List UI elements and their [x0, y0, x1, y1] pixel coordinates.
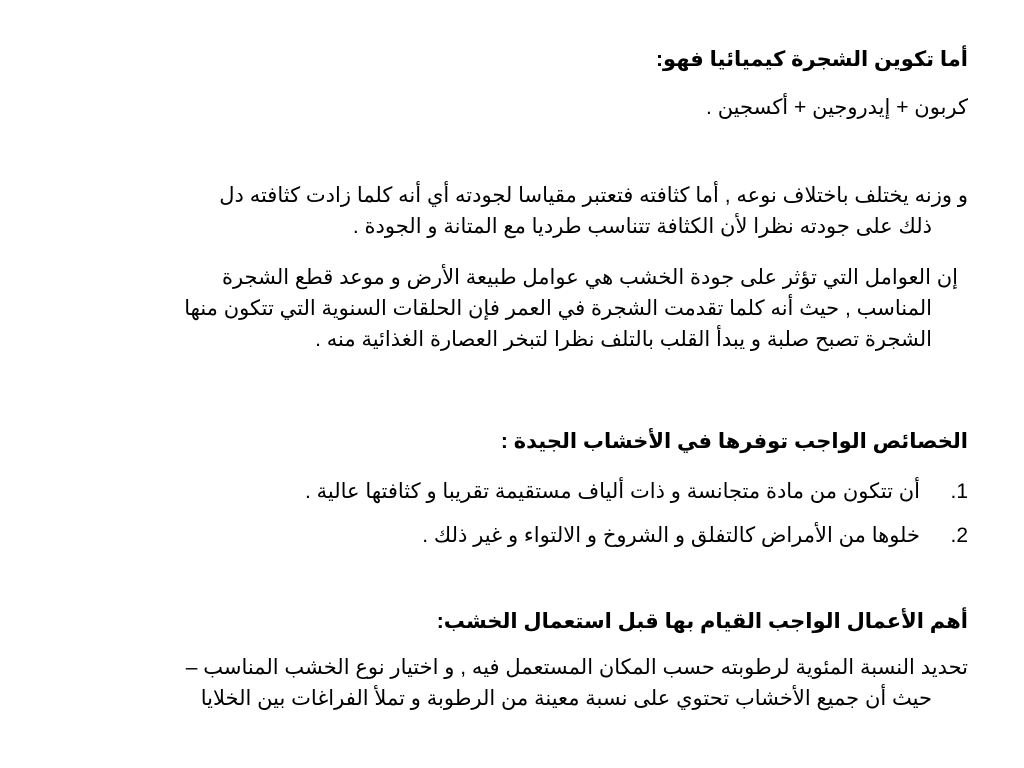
heading-works: أهم الأعمال الواجب القيام بها قبل استعمال الخشب: — [436, 610, 968, 633]
chemistry-formula: كربون + إيدروجين + أكسجين . — [706, 96, 968, 119]
list-number: 2. — [950, 524, 968, 547]
properties-list-item — [422, 520, 968, 552]
works-paragraph-line-1: تحديد النسبة المئوية لرطوبته حسب المكان المستعمل فيه , و اختيار نوع الخشب المناسب – — [185, 656, 968, 679]
properties-list-item — [305, 476, 968, 508]
heading-chemistry: أما تكوين الشجرة كيميائيا فهو: — [656, 48, 968, 71]
factors-paragraph-line-2: المناسب , حيث أنه كلما تقدمت الشجرة في العمر فإن الحلقات السنوية التي تتكون منها — [184, 297, 932, 320]
list-number: 1. — [950, 480, 968, 503]
list-item-text: خلوها من الأمراض كالتفلق و الشروخ و الالتواء و غير ذلك . — [422, 524, 920, 547]
factors-paragraph — [68, 262, 968, 355]
factors-paragraph-line-1: إن العوامل التي تؤثر على جودة الخشب هي عوامل طبيعة الأرض و موعد قطع الشجرة — [221, 266, 958, 289]
list-item-text: أن تتكون من مادة متجانسة و ذات ألياف مستقيمة تقريبا و كثافتها عالية . — [305, 480, 920, 503]
heading-properties: الخصائص الواجب توفرها في الأخشاب الجيدة : — [500, 430, 968, 453]
weight-paragraph-line-2: ذلك على جودته نظرا لأن الكثافة تتناسب طرديا مع المتانة و الجودة . — [352, 215, 932, 238]
weight-paragraph-line-1: و وزنه يختلف باختلاف نوعه , أما كثافته فتعتبر مقياسا لجودته أي أنه كلما زادت كثافته دل — [219, 184, 968, 207]
weight-paragraph — [68, 180, 968, 242]
factors-paragraph-line-3: الشجرة تصبح صلبة و يبدأ القلب بالتلف نظرا لتبخر العصارة الغذائية منه . — [315, 328, 932, 351]
works-paragraph-line-2: حيث أن جميع الأخشاب تحتوي على نسبة معينة من الرطوبة و تملأ الفراغات بين الخلايا — [200, 687, 932, 710]
works-paragraph — [28, 652, 968, 714]
